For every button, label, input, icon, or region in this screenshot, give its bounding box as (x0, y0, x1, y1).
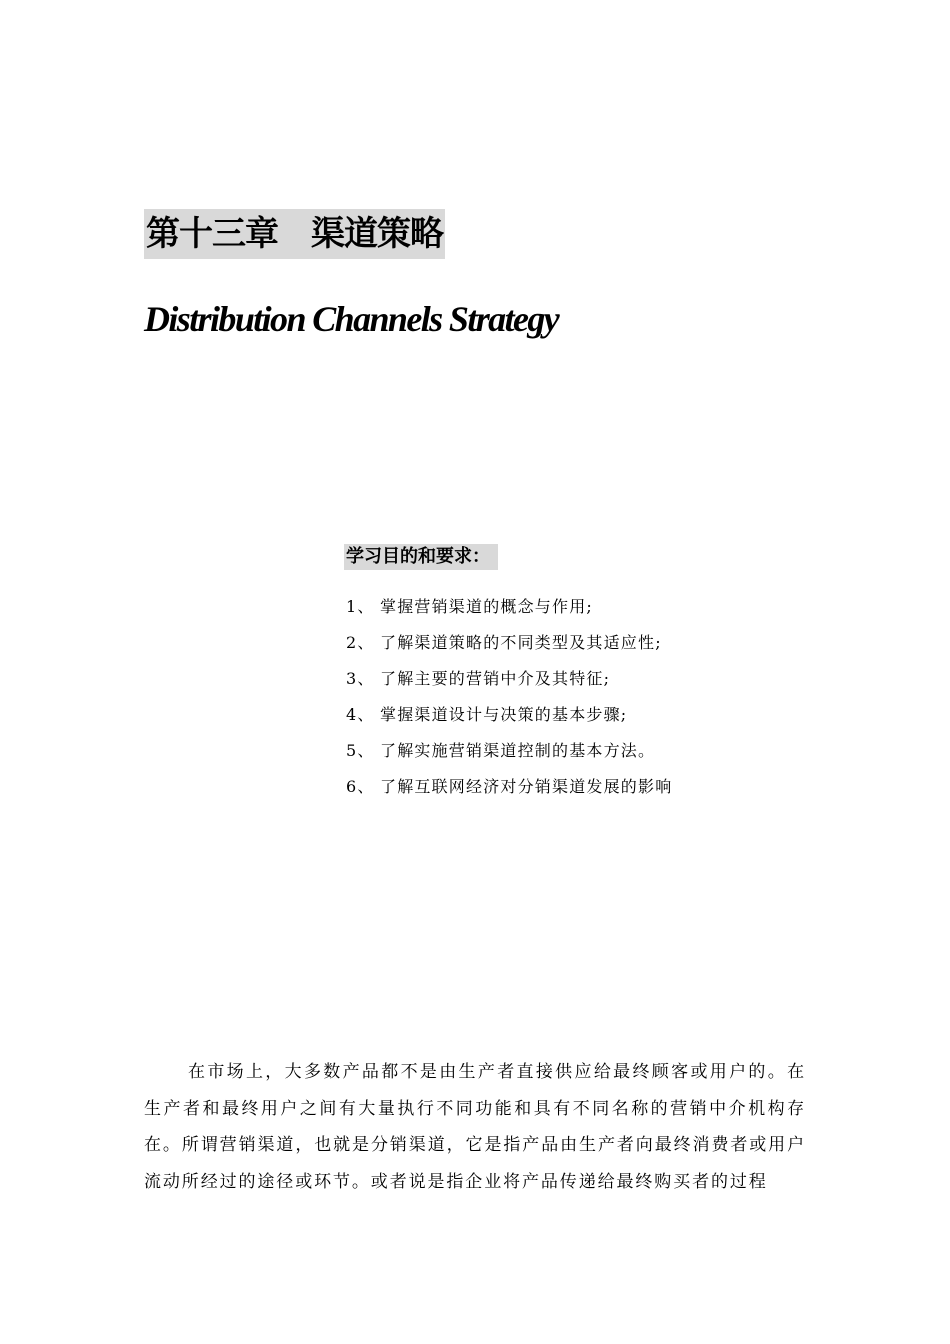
english-title: Distribution Channels Strategy (144, 299, 559, 339)
objective-item (346, 627, 672, 663)
objective-item (346, 591, 672, 627)
objective-number: 6、 (346, 777, 375, 796)
objective-text: 了解实施营销渠道控制的基本方法。 (380, 741, 656, 760)
chapter-title: 第十三章 渠道策略 (144, 209, 445, 259)
body-paragraph: 在市场上，大多数产品都不是由生产者直接供应给最终顾客或用户的。在生产者和最终用户之间有大量执行不同功能和具有不同名称的营销中介机构存在。所谓营销渠道，也就是分销渠道，它是指产品由生产者向最终消费者或用户流动所经过的途径或环节。或者说是指企业将产品传递给最终购买者的过程 (144, 1062, 806, 1192)
objective-number: 2、 (346, 633, 375, 652)
objective-number: 3、 (346, 669, 375, 688)
objective-text: 了解互联网经济对分销渠道发展的影响 (380, 777, 673, 796)
objective-text: 掌握渠道设计与决策的基本步骤; (380, 705, 628, 724)
objective-item (346, 699, 672, 735)
objective-number: 5、 (346, 741, 375, 760)
objective-number: 4、 (346, 705, 375, 724)
objective-text: 了解渠道策略的不同类型及其适应性; (380, 633, 662, 652)
objective-number: 1、 (346, 597, 375, 616)
objective-item (346, 663, 672, 699)
objective-text: 掌握营销渠道的概念与作用; (380, 597, 593, 616)
objective-item (346, 735, 672, 771)
objectives-heading: 学习目的和要求： (344, 544, 498, 570)
objectives-list (346, 591, 672, 807)
objective-item (346, 771, 672, 807)
objective-text: 了解主要的营销中介及其特征; (380, 669, 611, 688)
